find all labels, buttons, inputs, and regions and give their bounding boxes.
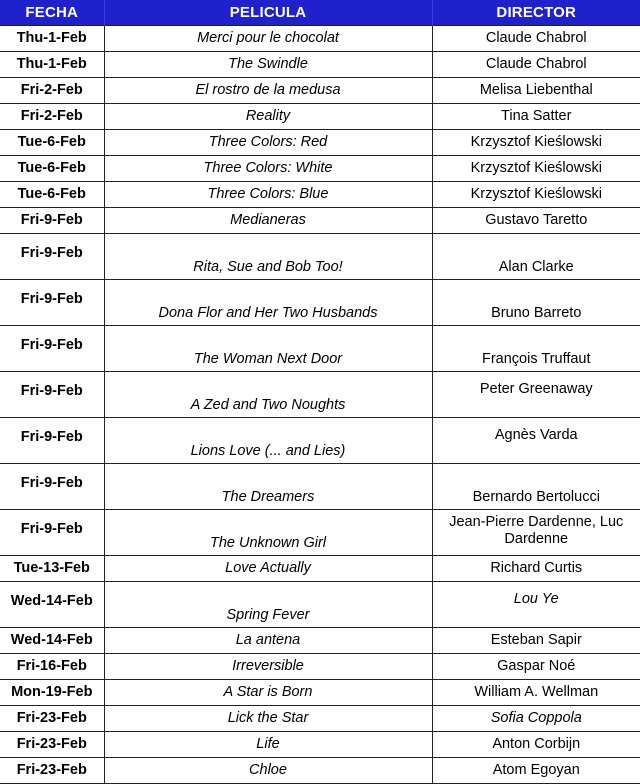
table-body	[0, 26, 640, 784]
director-cell: Jean-Pierre Dardenne, Luc Dardenne	[432, 510, 640, 556]
film-cell: The Unknown Girl	[104, 510, 432, 556]
table-row	[0, 26, 640, 52]
date-cell: Tue-6-Feb	[0, 156, 104, 182]
film-cell: El rostro de la medusa	[104, 78, 432, 104]
table-row	[0, 182, 640, 208]
director-cell: Agnès Varda	[432, 418, 640, 464]
date-cell: Fri-9-Feb	[0, 280, 104, 326]
film-cell: Love Actually	[104, 556, 432, 582]
table-row	[0, 758, 640, 784]
date-cell: Fri-9-Feb	[0, 418, 104, 464]
director-cell: Krzysztof Kieślowski	[432, 182, 640, 208]
date-cell: Fri-9-Feb	[0, 326, 104, 372]
date-cell: Tue-6-Feb	[0, 130, 104, 156]
film-cell: Three Colors: White	[104, 156, 432, 182]
table-row	[0, 234, 640, 280]
date-cell: Tue-13-Feb	[0, 556, 104, 582]
table-row	[0, 510, 640, 556]
table-row	[0, 556, 640, 582]
table-row	[0, 628, 640, 654]
date-cell: Fri-9-Feb	[0, 510, 104, 556]
date-cell: Fri-23-Feb	[0, 758, 104, 784]
date-cell: Fri-2-Feb	[0, 78, 104, 104]
film-cell: The Woman Next Door	[104, 326, 432, 372]
film-cell: Lick the Star	[104, 706, 432, 732]
director-cell: Esteban Sapir	[432, 628, 640, 654]
director-cell: Atom Egoyan	[432, 758, 640, 784]
date-cell: Wed-14-Feb	[0, 628, 104, 654]
table-row	[0, 78, 640, 104]
table-row	[0, 732, 640, 758]
table-row	[0, 104, 640, 130]
film-cell: Spring Fever	[104, 582, 432, 628]
column-header-director: DIRECTOR	[432, 0, 640, 26]
director-cell: Sofia Coppola	[432, 706, 640, 732]
table-row	[0, 326, 640, 372]
date-cell: Fri-9-Feb	[0, 234, 104, 280]
director-cell: Krzysztof Kieślowski	[432, 156, 640, 182]
director-cell: Gustavo Taretto	[432, 208, 640, 234]
film-cell: Three Colors: Blue	[104, 182, 432, 208]
film-cell: Reality	[104, 104, 432, 130]
date-cell: Fri-23-Feb	[0, 732, 104, 758]
director-cell: Claude Chabrol	[432, 52, 640, 78]
director-cell: Bruno Barreto	[432, 280, 640, 326]
film-cell: Chloe	[104, 758, 432, 784]
director-cell: Alan Clarke	[432, 234, 640, 280]
director-cell: William A. Wellman	[432, 680, 640, 706]
column-header-date: FECHA	[0, 0, 104, 26]
table-row	[0, 706, 640, 732]
film-cell: Rita, Sue and Bob Too!	[104, 234, 432, 280]
date-cell: Thu-1-Feb	[0, 26, 104, 52]
date-cell: Fri-9-Feb	[0, 208, 104, 234]
table-row	[0, 372, 640, 418]
date-cell: Wed-14-Feb	[0, 582, 104, 628]
film-cell: Life	[104, 732, 432, 758]
film-cell: Lions Love (... and Lies)	[104, 418, 432, 464]
director-cell: Krzysztof Kieślowski	[432, 130, 640, 156]
date-cell: Fri-16-Feb	[0, 654, 104, 680]
date-cell: Fri-2-Feb	[0, 104, 104, 130]
table-row	[0, 654, 640, 680]
director-cell: François Truffaut	[432, 326, 640, 372]
date-cell: Fri-9-Feb	[0, 372, 104, 418]
table-row	[0, 52, 640, 78]
column-header-film: PELICULA	[104, 0, 432, 26]
table-row	[0, 280, 640, 326]
table-row	[0, 130, 640, 156]
table-row	[0, 680, 640, 706]
director-cell: Anton Corbijn	[432, 732, 640, 758]
date-cell: Mon-19-Feb	[0, 680, 104, 706]
table-header	[0, 0, 640, 26]
date-cell: Thu-1-Feb	[0, 52, 104, 78]
table-row	[0, 208, 640, 234]
table-row	[0, 156, 640, 182]
date-cell: Tue-6-Feb	[0, 182, 104, 208]
table-row	[0, 418, 640, 464]
director-cell: Tina Satter	[432, 104, 640, 130]
film-cell: Merci pour le chocolat	[104, 26, 432, 52]
date-cell: Fri-23-Feb	[0, 706, 104, 732]
film-cell: Dona Flor and Her Two Husbands	[104, 280, 432, 326]
date-cell: Fri-9-Feb	[0, 464, 104, 510]
film-cell: A Star is Born	[104, 680, 432, 706]
film-cell: A Zed and Two Noughts	[104, 372, 432, 418]
director-cell: Gaspar Noé	[432, 654, 640, 680]
director-cell: Bernardo Bertolucci	[432, 464, 640, 510]
film-cell: Medianeras	[104, 208, 432, 234]
director-cell: Peter Greenaway	[432, 372, 640, 418]
director-cell: Richard Curtis	[432, 556, 640, 582]
director-cell: Claude Chabrol	[432, 26, 640, 52]
director-cell: Melisa Liebenthal	[432, 78, 640, 104]
film-cell: La antena	[104, 628, 432, 654]
table-row	[0, 582, 640, 628]
film-cell: Irreversible	[104, 654, 432, 680]
director-cell: Lou Ye	[432, 582, 640, 628]
film-cell: The Swindle	[104, 52, 432, 78]
film-cell: The Dreamers	[104, 464, 432, 510]
film-cell: Three Colors: Red	[104, 130, 432, 156]
table-row	[0, 464, 640, 510]
